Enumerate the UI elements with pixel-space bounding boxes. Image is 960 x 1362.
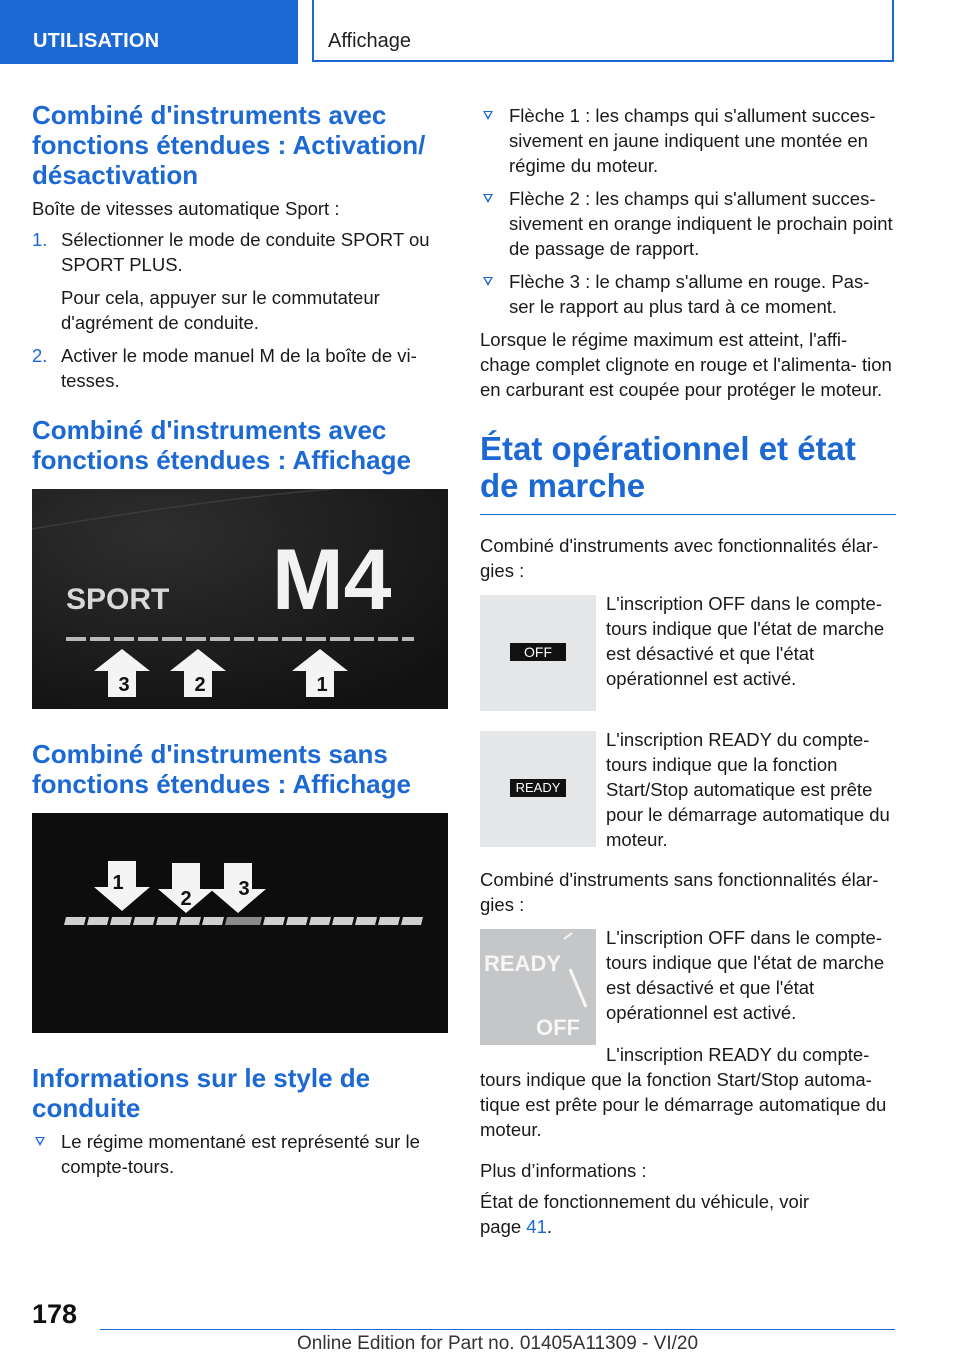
- header-section-label: UTILISATION: [33, 30, 160, 52]
- ready-indicator-image: [480, 731, 596, 847]
- triangle-bullet-icon: [483, 111, 493, 120]
- header-topic-label: Affichage: [328, 30, 412, 52]
- step-number: 1.: [32, 229, 48, 250]
- heading-driving-style: Informations sur le style de conduite: [32, 1063, 371, 1123]
- off-description: L'inscription OFF dans le compte-tours indique que l'état de marche est désactivé et que l'état opérationnel est activé.: [606, 593, 885, 689]
- heading-display-standard: Combiné d'instruments sans fonctions étendues : Affichage: [32, 739, 411, 799]
- step-number: 2.: [32, 345, 48, 366]
- dial-graphic: [480, 929, 596, 1045]
- max-rpm-paragraph: Lorsque le régime maximum est atteint, l'affi‐ chage complet clignote en rouge et l'alimenta‐ tion en carburant est coupée pour protéger le moteur.: [480, 329, 892, 400]
- ready-description-standard-a: L'inscription READY du compte-: [606, 1044, 870, 1065]
- rev-bar-segments: [64, 917, 423, 925]
- steps-list: [32, 227, 448, 393]
- right-column: [480, 103, 896, 1239]
- list-item: [480, 269, 896, 319]
- intro-standard-cluster: Combiné d'instruments sans fonctionnalités élar‐ gies :: [480, 869, 879, 915]
- bullet-text: Flèche 3 : le champ s'allume en rouge. Pas‐ ser le rapport au plus tard à ce moment.: [509, 271, 870, 317]
- arrow-label: 3: [238, 878, 250, 900]
- cross-reference-text: État de fonctionnement du véhicule, voir page: [480, 1191, 810, 1237]
- intro-sport-gearbox: Boîte de vitesses automatique Sport :: [32, 198, 340, 219]
- ready-description-standard-b: tours indique que la fonction Start/Stop automa‐ tique est prête pour le démarrage automatique du moteur.: [480, 1069, 887, 1140]
- list-item: [32, 343, 448, 393]
- heading-activation: Combiné d'instruments avec fonctions étendues : Activation/ désactivation: [32, 100, 426, 190]
- standard-cluster-graphic: [32, 813, 448, 1033]
- extended-cluster-graphic: [32, 489, 448, 709]
- heading-operational-state: État opérationnel et état de marche: [480, 430, 896, 515]
- triangle-bullet-icon: [483, 277, 493, 286]
- dial-indicator-image: [480, 929, 596, 1045]
- bullet-text: Le régime momentané est représenté sur le compte-tours.: [61, 1131, 420, 1177]
- off-indicator-image: [480, 595, 596, 711]
- dial-off-label: OFF: [536, 1015, 580, 1040]
- dial-ready-label: READY: [484, 951, 562, 976]
- step-subtext: Pour cela, appuyer sur le commutateur d'agrément de conduite.: [61, 287, 380, 333]
- footer-edition: Online Edition for Part no. 01405A11309 - VI/20: [296, 1333, 699, 1354]
- intro-extended-cluster: Combiné d'instruments avec fonctionnalités élar‐ gies :: [480, 535, 879, 581]
- arrow-label: 3: [118, 674, 130, 696]
- bullet-text: Flèche 1 : les champs qui s'allument succes‐ sivement en jaune indiquent une montée en régime du moteur.: [509, 105, 876, 176]
- left-column: [32, 100, 448, 1187]
- step-text: Sélectionner le mode de conduite SPORT ou SPORT PLUS.: [61, 229, 430, 275]
- list-item: [480, 103, 896, 178]
- sport-mode-label: SPORT: [66, 583, 170, 616]
- figure-extended-cluster: [32, 489, 448, 709]
- cross-reference: [480, 1189, 840, 1239]
- arrow-label: 1: [112, 872, 124, 894]
- ready-badge: READY: [510, 779, 566, 797]
- triangle-bullet-icon: [35, 1137, 45, 1146]
- page-link[interactable]: 41: [526, 1216, 547, 1237]
- arrow-label: 2: [180, 888, 192, 910]
- footer-divider: [100, 1329, 895, 1330]
- figure-standard-cluster: [32, 813, 448, 1033]
- more-info-label: Plus d’informations :: [480, 1160, 647, 1181]
- arrow-label: 1: [316, 674, 328, 696]
- triangle-bullet-icon: [483, 194, 493, 203]
- list-item: [32, 227, 448, 335]
- ready-description: L'inscription READY du compte-tours indique que la fonction Start/Stop automatique est prête pour le démarrage automatique du moteur.: [606, 729, 890, 850]
- ready-indicator-row: [480, 729, 896, 850]
- step-text: Activer le mode manuel M de la boîte de vi‐ tesses.: [61, 345, 417, 391]
- cross-reference-end: .: [546, 1216, 553, 1237]
- header-section-tab: [0, 0, 298, 64]
- list-item: [32, 1129, 448, 1179]
- page-number: 178: [32, 1299, 78, 1329]
- list-item: [480, 186, 896, 261]
- dial-indicator-row: [480, 929, 896, 1045]
- off-description-standard: L'inscription OFF dans le compte-tours indique que l'état de marche est désactivé et que l'état opérationnel est activé.: [606, 927, 885, 1023]
- heading-display-extended: Combiné d'instruments avec fonctions étendues : Affichage: [32, 415, 411, 475]
- off-indicator-row: [480, 595, 896, 711]
- header-topic-box: [312, 0, 894, 62]
- rev-bar-segments: [66, 637, 414, 641]
- bullet-text: Flèche 2 : les champs qui s'allument succes‐ sivement en orange indiquent le prochain point de passage de rapport.: [509, 188, 893, 259]
- arrow-label: 2: [194, 674, 206, 696]
- off-badge: OFF: [510, 643, 566, 661]
- gear-indicator: M4: [272, 532, 392, 628]
